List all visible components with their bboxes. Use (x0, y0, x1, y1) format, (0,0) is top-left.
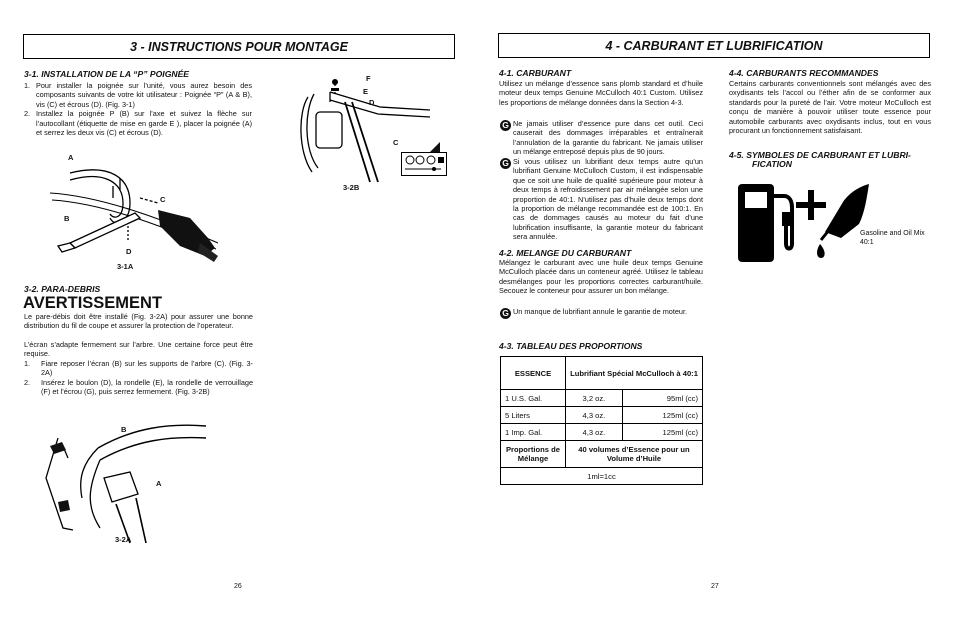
section-3-2-paragraph: L’écran s’adapte fermement sur l’arbre. Une certaine force peut être requise. (24, 340, 253, 359)
warning-no-pure-gas: G Ne jamais utiliser d’essence pure dans cet outil. Ceci causerait des dommages irréparables et entraînerait l’annulation de la garantie du fabricant. Ne jamais utiliser un mélange entreposé depuis plus de 90 jours. (500, 119, 703, 157)
warning-decal-icon (401, 152, 447, 176)
warning-lack-of-lubricant: G Un manque de lubrifiant annule le garantie de moteur. (500, 307, 703, 319)
fig32b-label-d: D (369, 98, 375, 107)
fig32b-label-e: E (363, 87, 369, 96)
section-4-1-title: 4-1. CARBURANT (499, 68, 572, 78)
figure-3-2a-caption: 3-2A (115, 535, 132, 544)
table-row: 5 Liters 4,3 oz. 125ml (cc) (501, 407, 703, 424)
page-number-right: 27 (711, 583, 719, 590)
fig32a-label-b: B (121, 425, 127, 434)
section-3-1-list (24, 81, 252, 137)
fig31-label-d: D (126, 247, 132, 256)
fuel-symbol-caption: Gasoline and Oil Mix 40:1 (860, 230, 925, 246)
left-section-header: 3 - INSTRUCTIONS POUR MONTAGE (23, 34, 455, 59)
avertissement-heading: AVERTISSEMENT (23, 294, 163, 312)
section-4-2-title: 4-2. MELANGE DU CARBURANT (499, 248, 632, 258)
section-4-3-title: 4-3. TABLEAU DES PROPORTIONS (499, 341, 643, 351)
warning-lubricant-type: G Si vous utilisez un lubrifiant deux temps autre qu’un lubrifiant Genuine McCulloch Custom, il est indispensable que ce soit une huile de qualité supérieure pour moteur à deux temps à refroidissement par air mélangée selon une proportion de 40:1. N’utilisez pas d’huile deux temps dont la proportion de mélange recommandée est de 100:1. En cas de dommages causés au moteur du fait d’une lubrification insuffisante, la garantie moteur du fabricant sera annulée. (500, 157, 703, 242)
table-row: 1 Imp. Gal. 4,3 oz. 125ml (cc) (501, 424, 703, 441)
table-row: 1 U.S. Gal. 3,2 oz. 95ml (cc) (501, 390, 703, 407)
fig32b-label-c: C (393, 138, 399, 147)
list-item: 1. Pour installer la poignée sur l’unité, vous aurez besoin des composants suivants de votre kit utilisateur : Poignée “P” (A & B), vis (C) et écrous (D). (Fig. 3-1) (24, 81, 252, 109)
fig32b-label-f: F (366, 74, 371, 83)
proportions-table (500, 356, 703, 485)
warning-g-icon: G (500, 158, 511, 169)
fig31-label-a: A (68, 153, 74, 162)
section-4-5-title: 4-5. SYMBOLES DE CARBURANT ET LUBRI- (729, 150, 911, 160)
warning-g-icon: G (500, 308, 511, 319)
table-header-essence: ESSENCE (501, 357, 566, 390)
section-4-4-title: 4-4. CARBURANTS RECOMMANDES (729, 68, 879, 78)
right-section-header: 4 - CARBURANT ET LUBRIFICATION (498, 33, 930, 58)
figure-3-1a-handle-illustration (40, 148, 230, 273)
section-4-4-paragraph: Certains carburants conventionnels sont mélangés avec des oxydisants tels l’accol ou l’éther afin de se conformer aux standards pour la pureté de l’air. Votre moteur McCulloch est conçu de manière à pouvoir utiliser toute essence pour automobile carburants avec oxydisants inclus, tout en vous procurant un fonctionnement satisfaisant. (729, 79, 931, 136)
warning-g-icon: G (500, 120, 511, 131)
section-4-1-paragraph: Utilisez un mélange d’essence sans plomb standard et d’huile moteur deux temps Genuine McCulloch 40:1 Custom. Utilisez les proportions de mélange données dans la Section 4-3. (499, 79, 703, 107)
table-header-lubricant: Lubrifiant Spécial McCulloch à 40:1 (566, 357, 703, 390)
figure-3-2b-caption: 3-2B (343, 183, 360, 192)
figure-3-2a-shield-illustration (38, 418, 208, 543)
section-4-5-title-cont: FICATION (752, 159, 792, 169)
section-3-1-title: 3-1. INSTALLATION DE LA “P” POIGNÉE (24, 69, 190, 79)
list-item: 1. Fiare reposer l’écran (B) sur les supports de l’arbre (C). (Fig. 3-2A) (24, 359, 253, 378)
table-note: 1ml=1cc (501, 468, 703, 485)
section-3-2-title: 3-2. PARA-DEBRIS (24, 284, 101, 294)
oil-can-icon (815, 182, 871, 264)
table-row (501, 357, 703, 390)
fig32a-label-a: A (156, 479, 162, 488)
section-4-2-paragraph: Mélangez le carburant avec une huile deux temps Genuine McCulloch placée dans un conteneur agréé. Utilisez le tableau desmélanges pour les proportions correctes carburant/huile. Secouez le conteneur pour assurer un bon mélange. (499, 258, 703, 296)
table-row (501, 468, 703, 485)
fig31-label-c: C (160, 195, 166, 204)
section-3-2-list (24, 359, 253, 397)
fig31-label-b: B (64, 214, 70, 223)
figure-3-1a-caption: 3-1A (117, 262, 134, 271)
section-3-2-paragraph: Le pare-débis doit être installé (Fig. 3-2A) pour assurer une bonne distribution du fil de coupe et assurer la protection de l’operateur. (24, 312, 253, 331)
page-number-left: 26 (234, 583, 242, 590)
fuel-pump-icon (736, 182, 798, 264)
table-row: Proportions de Mélange 40 volumes d’Essence pour un Volume d’Huile (501, 441, 703, 468)
list-item: 2. Installez la poignée P (B) sur l’axe et suivez la flèche sur l’autocollant (étiquette de mise en garde E ), placer la poignée (A) et serrez les deux vis (C) et écrous (D). (24, 109, 252, 138)
list-item: 2. Insérez le boulon (D), la rondelle (E), la rondelle de verrouillage (F) et l’écrou (G), puis serrez fermement. (Fig. 3-2B) (24, 377, 253, 397)
